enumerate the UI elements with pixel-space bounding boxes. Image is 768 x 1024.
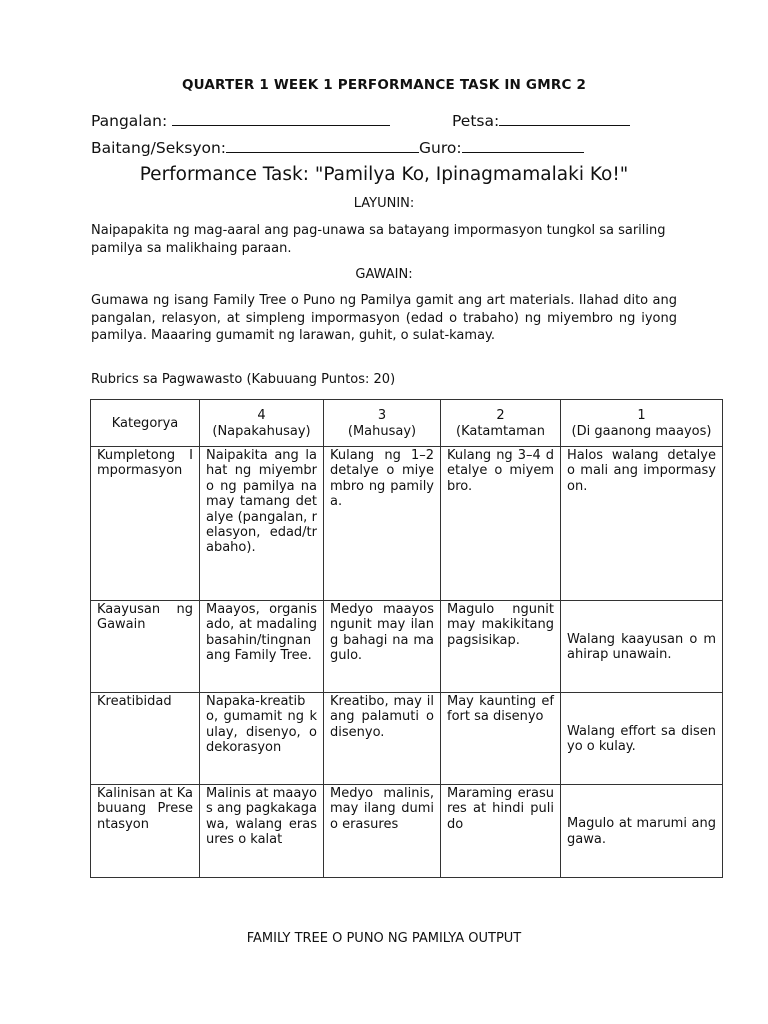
rubric-caption: Rubrics sa Pagwawasto (Kabuuang Puntos: 20) [91,372,396,387]
score-2-cell: Magulo ngunit may makikitang pagsisikap. [441,601,561,693]
score-1-cell: Magulo at marumi ang gawa. [561,785,723,878]
score-2-cell: Maraming erasures at hindi pulido [441,785,561,878]
score-2-cell: Kulang ng 3–4 detalye o miyembro. [441,447,561,601]
table-row [91,693,723,785]
header-4: 4 (Napakahusay) [200,400,324,447]
header-1: 1 (Di gaanong maayos) [561,400,723,447]
score-3-cell: Kreatibo, may ilang palamuti o disenyo. [324,693,441,785]
layunin-label: LAYUNIN: [353,196,415,211]
layunin-text: Naipapakita ng mag-aaral ang pag-unawa sa batayang impormasyon tungkol sa sariling pamilya sa malikhaing paraan. [91,223,666,256]
score-4-cell: Napaka-kreatibo, gumamit ng kulay, disenyo, o dekorasyon [200,693,324,785]
pangalan-label: Pangalan: [91,112,168,130]
petsa-label: Petsa: [452,112,500,130]
petsa-field[interactable] [452,111,630,131]
gawain-label: GAWAIN: [355,267,413,282]
score-2-cell: May kaunting effort sa disenyo [441,693,561,785]
score-4-cell: Maayos, organisado, at madaling basahin/tingnan ang Family Tree. [200,601,324,693]
kategorya-cell: Kalinisan at Kabuuang Presentasyon [91,785,200,878]
document-title: QUARTER 1 WEEK 1 PERFORMANCE TASK IN GMRC 2 [181,77,587,93]
score-4-cell: Malinis at maayos ang pagkakagawa, walang erasures o kalat [200,785,324,878]
output-heading: FAMILY TREE O PUNO NG PAMILYA OUTPUT [246,931,522,946]
table-row [91,601,723,693]
kategorya-cell: Kaayusan ng Gawain [91,601,200,693]
gawain-text: Gumawa ng isang Family Tree o Puno ng Pamilya gamit ang art materials. Ilahad dito ang pangalan, relasyon, at simpleng impormasyon (edad o trabaho) ng miyembro ng iyong pamilya. Maaaring gumamit ng larawan, guhit, o sulat-kamay. [91,293,677,343]
guro-label: Guro: [419,139,462,157]
baitang-label: Baitang/Seksyon: [91,139,227,157]
header-3: 3 (Mahusay) [324,400,441,447]
score-1-cell: Walang effort sa disenyo o kulay. [561,693,723,785]
score-3-cell: Kulang ng 1–2 detalye o miyembro ng pamilya. [324,447,441,601]
petsa-blank[interactable] [499,111,630,126]
rubric-header-row [91,400,723,447]
header-kategorya: Kategorya [91,400,200,447]
baitang-field[interactable] [91,138,584,158]
baitang-blank[interactable] [226,138,419,153]
pangalan-field[interactable] [91,111,390,131]
score-3-cell: Medyo maayos ngunit may ilang bahagi na magulo. [324,601,441,693]
score-1-cell: Walang kaayusan o mahirap unawain. [561,601,723,693]
kategorya-cell: Kumpletong Impormasyon [91,447,200,601]
guro-blank[interactable] [462,138,584,153]
score-1-cell: Halos walang detalye o mali ang impormasyon. [561,447,723,601]
performance-task-heading: Performance Task: "Pamilya Ko, Ipinagmamalaki Ko!" [139,164,629,185]
table-row [91,447,723,601]
score-4-cell: Naipakita ang lahat ng miyembro ng pamilya na may tamang detalye (pangalan, relasyon, edad/trabaho). [200,447,324,601]
table-row [91,785,723,878]
rubric-table [90,399,723,878]
header-2: 2 (Katamtaman [441,400,561,447]
pangalan-blank[interactable] [172,111,390,126]
score-3-cell: Medyo malinis, may ilang dumi o erasures [324,785,441,878]
kategorya-cell: Kreatibidad [91,693,200,785]
